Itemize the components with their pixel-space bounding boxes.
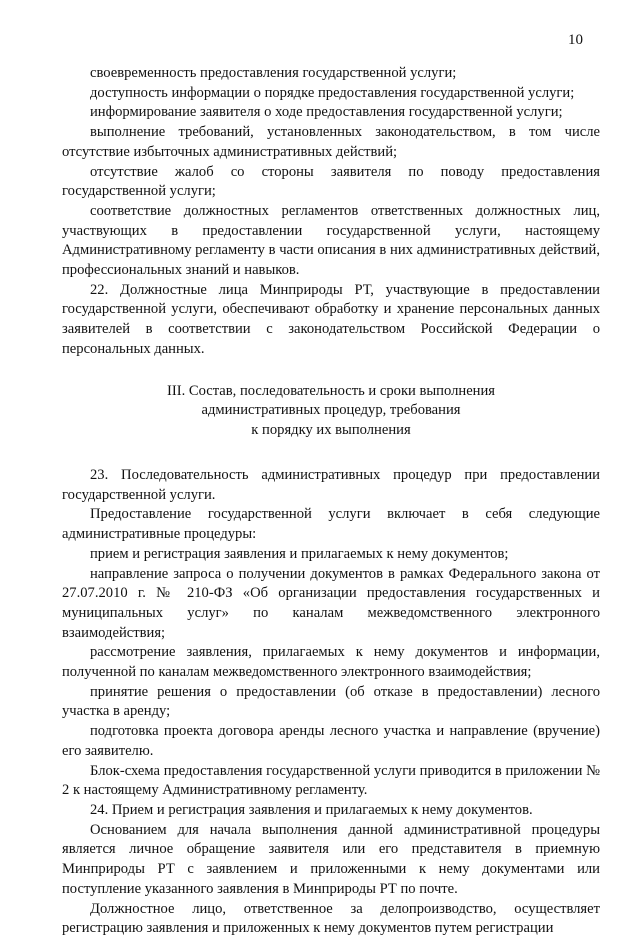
section-heading <box>62 382 600 441</box>
section-heading-line: административных процедур, требования <box>201 402 461 419</box>
paragraph: доступность информации о порядке предоставления государственной услуги; <box>90 84 575 101</box>
paragraph: направление запроса о получении документов в рамках Федерального закона от 27.07.2010 г. № 210-ФЗ «Об организации предоставления государственных и муниципальных услуг» по каналам межведомственного электронного взаимодействия; <box>62 565 600 641</box>
section-heading-line: III. Состав, последовательность и сроки выполнения <box>166 382 496 399</box>
paragraphs-after-heading <box>62 466 600 939</box>
paragraphs-before-heading <box>62 64 600 360</box>
section-heading-line: к порядку их выполнения <box>251 421 411 438</box>
paragraph: принятие решения о предоставлении (об отказе в предоставлении) лесного участка в аренду; <box>62 683 600 720</box>
paragraph: Блок-схема предоставления государственной услуги приводится в приложении № 2 к настоящему Административному регламенту. <box>62 762 600 799</box>
document-body <box>62 64 600 939</box>
paragraph: прием и регистрация заявления и прилагаемых к нему документов; <box>90 545 509 562</box>
paragraph: выполнение требований, установленных законодательством, в том числе отсутствие избыточных административных действий; <box>62 124 600 160</box>
paragraph: рассмотрение заявления, прилагаемых к нему документов и информации, полученной по каналам межведомственного электронного взаимодействия; <box>62 644 600 681</box>
paragraph: соответствие должностных регламентов ответственных должностных лиц, участвующих в предоставлении государственной услуги, настоящему Административному регламенту в части описания в них административных действий, профессиональных знаний и навыков. <box>62 202 600 279</box>
paragraph: 23. Последовательность административных процедур при предоставлении государственной услуги. <box>62 467 600 503</box>
paragraph: подготовка проекта договора аренды лесного участка и направление (вручение) его заявителю. <box>62 723 600 759</box>
paragraph: своевременность предоставления государственной услуги; <box>90 65 457 81</box>
paragraph: Предоставление государственной услуги включает в себя следующие административные процедуры: <box>62 506 600 543</box>
paragraph: Должностное лицо, ответственное за делопроизводство, осуществляет регистрацию заявления и приложенных к нему документов путем регистрации <box>62 900 600 937</box>
page-number: 10 <box>568 32 583 48</box>
paragraph: Основанием для начала выполнения данной административной процедуры является личное обращение заявителя или его представителя в приемную Минприроды РТ с заявлением и приложенными к нему документами или поступление указанного заявления в Минприроды РТ по почте. <box>62 821 600 897</box>
paragraph: 22. Должностные лица Минприроды РТ, участвующие в предоставлении государственной услуги, обеспечивают обработку и хранение персональных данных заявителей в соответствии с законодательством Российской Федерации о персональных данных. <box>62 281 600 357</box>
paragraph: информирование заявителя о ходе предоставления государственной услуги; <box>90 104 563 121</box>
paragraph: отсутствие жалоб со стороны заявителя по поводу предоставления государственной услуги; <box>62 163 600 200</box>
paragraph: 24. Прием и регистрация заявления и прилагаемых к нему документов. <box>90 802 533 818</box>
